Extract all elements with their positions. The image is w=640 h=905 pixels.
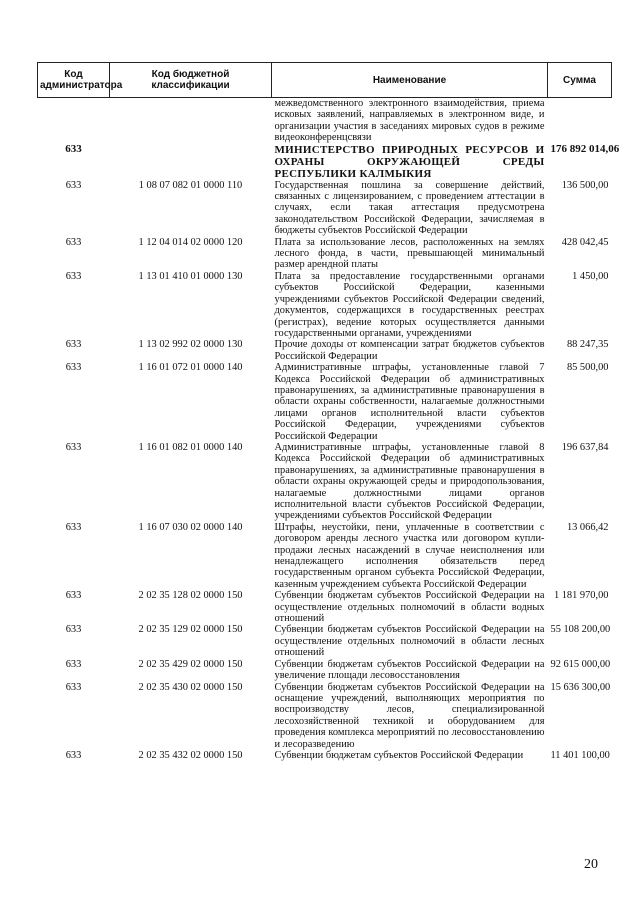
table-row: [38, 590, 612, 624]
row-admin: 633: [65, 590, 82, 602]
row-admin: 633: [65, 658, 82, 670]
row-sum: 1 450,00: [572, 270, 609, 282]
table-row: [38, 682, 612, 750]
row-name: межведомственного электронного взаимодействия, приема исковых заявлений, направляемых в электронном виде, и организации участия в заседаниях мировых судов в режиме видеоконференцсвязи: [274, 98, 545, 144]
header-code: Код бюджетной классификации: [110, 63, 272, 98]
table-row: [38, 659, 612, 682]
row-name: Государственная пошлина за совершение действий, связанных с лицензированием, с проведением аттестации в случаях, если такая аттестация предусмотрена законодательством Российской Федерации, зачисляемая в бюджеты субъектов Российской Федерации: [274, 179, 545, 237]
row-sum: 428 042,45: [561, 236, 609, 248]
row-admin: 633: [65, 270, 82, 282]
budget-table: [37, 62, 620, 761]
row-name: Субвенции бюджетам субъектов Российской Федерации на осуществление отдельных полномочий в области лесных отношений: [274, 624, 545, 659]
row-name: МИНИСТЕРСТВО ПРИРОДНЫХ РЕСУРСОВ И ОХРАНЫ ОКРУЖАЮЩЕЙ СРЕДЫ РЕСПУБЛИКИ КАЛМЫКИЯ: [274, 143, 545, 180]
row-code: [110, 98, 272, 144]
row-admin: 633: [65, 362, 82, 374]
row-sum: [548, 98, 612, 144]
row-name: Штрафы, неустойки, пени, уплаченные в соответствии с договором аренды лесного участка или договором купли-продажи лесных насаждений в случае неисполнения или ненадлежащего исполнения обязательств перед государственным органом субъекта Российской Федерации, казенным учреждением субъекта Российской Федерации: [274, 521, 545, 590]
table-row: [38, 522, 612, 590]
ministry-row: [38, 144, 612, 180]
row-code: 1 13 01 410 01 0000 130: [138, 270, 243, 282]
row-sum: 13 066,42: [566, 521, 609, 533]
row-sum: 15 636 300,00: [550, 681, 611, 693]
table-row: [38, 624, 612, 658]
row-name: Административные штрафы, установленные главой 8 Кодекса Российской Федерации об административных правонарушениях, за административные правонарушения в области охраны окружающей среды и природопользования, налагаемые должностными лицами органов исполнительной власти субъектов Российской Федерации, учреждениями субъектов Российской Федерации: [274, 441, 545, 522]
table-row: [38, 442, 612, 522]
row-code: 1 08 07 082 01 0000 110: [138, 179, 243, 191]
row-code: 2 02 35 432 02 0000 150: [138, 749, 243, 761]
row-code: 2 02 35 429 02 0000 150: [138, 658, 243, 670]
row-admin: 633: [65, 749, 82, 761]
table-row: [38, 237, 612, 271]
row-sum: 1 181 970,00: [553, 590, 609, 602]
row-name: Прочие доходы от компенсации затрат бюджетов субъектов Российской Федерации: [274, 339, 545, 362]
table-row: [38, 180, 612, 237]
row-sum: 136 500,00: [561, 179, 609, 191]
budget-sheet: [37, 62, 620, 761]
row-sum: 11 401 100,00: [550, 749, 610, 761]
table-row: [38, 271, 612, 339]
row-admin: 633: [65, 624, 82, 636]
row-code: 2 02 35 430 02 0000 150: [138, 681, 243, 693]
row-code: 1 13 02 992 02 0000 130: [138, 339, 243, 351]
row-name: Субвенции бюджетам субъектов Российской Федерации на оснащение учреждений, выполняющих мероприятия по воспроизводству лесов, специализированной лесохозяйственной техникой и оборудованием для проведения комплекса мероприятий по лесовосстановлению и лесоразведению: [274, 681, 545, 750]
row-sum: 196 637,84: [561, 441, 609, 453]
header-sum: Сумма: [548, 63, 612, 98]
table-row: [38, 98, 612, 144]
row-code: 1 16 07 030 02 0000 140: [138, 521, 243, 533]
row-sum: 55 108 200,00: [550, 624, 611, 636]
row-code: [110, 144, 272, 180]
table-row: [38, 750, 612, 761]
row-sum: 85 500,00: [566, 362, 609, 374]
row-admin: [38, 98, 110, 144]
row-admin: 633: [65, 142, 82, 155]
table-row: [38, 362, 612, 442]
row-admin: 633: [65, 681, 82, 693]
row-name: Плата за использование лесов, расположенных на землях лесного фонда, в части, превышающей минимальный размер арендной платы: [274, 236, 545, 271]
header-admin: Код администратора: [38, 63, 110, 98]
row-admin: 633: [65, 236, 82, 248]
row-sum: 92 615 000,00: [550, 658, 611, 670]
row-admin: 633: [65, 339, 82, 351]
row-name: Субвенции бюджетам субъектов Российской Федерации: [274, 749, 524, 761]
page-number: 20: [584, 857, 598, 872]
row-sum: 88 247,35: [566, 339, 609, 351]
row-admin: 633: [65, 179, 82, 191]
row-code: 1 16 01 072 01 0000 140: [138, 362, 243, 374]
row-name: Административные штрафы, установленные главой 7 Кодекса Российской Федерации об административных правонарушениях, за административные правонарушения в области охраны собственности, налагаемые должностными лицами органов исполнительной власти субъектов Российской Федерации, учреждениями субъектов Российской Федерации: [274, 362, 545, 442]
row-admin: 633: [65, 441, 82, 453]
row-name: Субвенции бюджетам субъектов Российской Федерации на увеличение площади лесовосстановления: [274, 658, 545, 682]
row-admin: 633: [65, 521, 82, 533]
row-code: 1 12 04 014 02 0000 120: [138, 236, 243, 248]
header-name: Наименование: [272, 63, 548, 98]
table-header: [38, 63, 612, 98]
row-sum: 176 892 014,06: [550, 142, 620, 155]
row-code: 2 02 35 128 02 0000 150: [138, 590, 243, 602]
row-name: Плата за предоставление государственными органами субъектов Российской Федерации, казенными учреждениями субъектов Российской Федерации сведений, документов, содержащихся в государственных реестрах (регистрах), ведение которых осуществляется данными государственными органами, учреждениями: [274, 270, 545, 339]
row-name: Субвенции бюджетам субъектов Российской Федерации на осуществление отдельных полномочий в области водных отношений: [274, 590, 545, 625]
table-row: [38, 339, 612, 362]
row-code: 1 16 01 082 01 0000 140: [138, 441, 243, 453]
row-code: 2 02 35 129 02 0000 150: [138, 624, 243, 636]
